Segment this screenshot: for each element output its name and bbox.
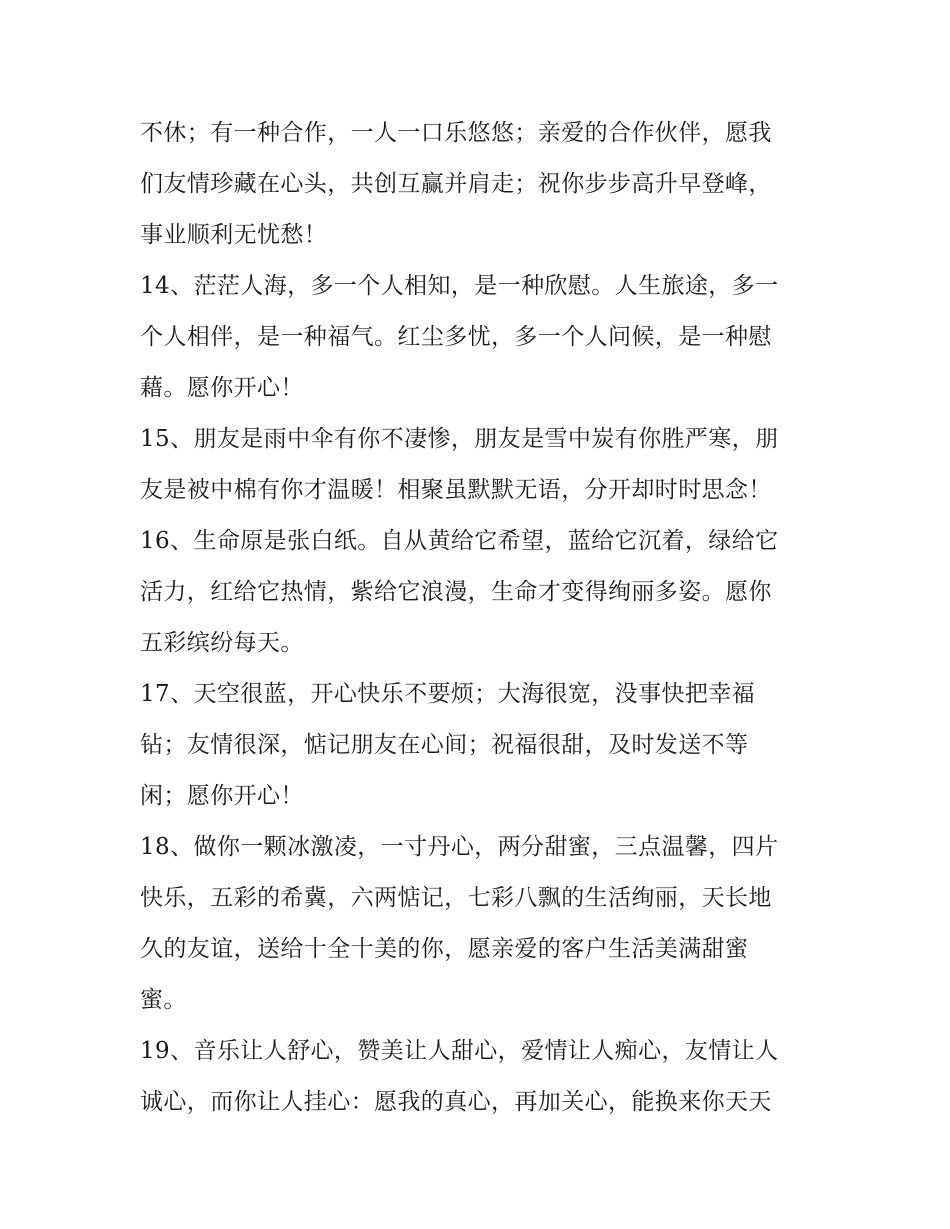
- text-line: 快乐，五彩的希冀，六两惦记，七彩八飘的生活绚丽，天长地: [140, 885, 772, 911]
- paragraph-13-continued: [140, 108, 816, 261]
- text-line: 活力，红给它热情，紫给它浪漫，生命才变得绚丽多姿。愿你: [140, 579, 772, 605]
- text-line: 不休；有一种合作，一人一口乐悠悠；亲爱的合作伙伴，愿我: [140, 120, 772, 146]
- text-line: 事业顺利无忧愁！: [140, 222, 328, 248]
- text-line: 友是被中棉有你才温暖！相聚虽默默无语，分开却时时思念！: [140, 477, 772, 503]
- document-body: [140, 108, 816, 1128]
- text-line: 钻；友情很深，惦记朋友在心间；祝福很甜，及时发送不等: [140, 732, 749, 758]
- paragraph-16: [140, 516, 816, 669]
- text-line: 19、音乐让人舒心，赞美让人甜心，爱情让人痴心，友情让人: [140, 1038, 779, 1064]
- text-line: 闲；愿你开心！: [140, 783, 304, 809]
- text-line: 个人相伴，是一种福气。红尘多忧，多一个人问候，是一种慰: [140, 324, 772, 350]
- text-line: 14、茫茫人海，多一个人相知，是一种欣慰。人生旅途，多一: [140, 273, 779, 299]
- paragraph-15: [140, 414, 816, 516]
- paragraph-18: [140, 822, 816, 1026]
- paragraph-14: [140, 261, 816, 414]
- text-line: 藉。愿你开心！: [140, 375, 304, 401]
- text-line: 蜜。: [140, 987, 187, 1013]
- text-line: 们友情珍藏在心头，共创互赢并肩走；祝你步步高升早登峰，: [140, 171, 772, 197]
- text-line: 久的友谊，送给十全十美的你，愿亲爱的客户生活美满甜蜜: [140, 936, 749, 962]
- text-line: 15、朋友是雨中伞有你不凄惨，朋友是雪中炭有你胜严寒，朋: [140, 426, 779, 452]
- text-line: 五彩缤纷每天。: [140, 630, 304, 656]
- text-line: 18、做你一颗冰激凌，一寸丹心，两分甜蜜，三点温馨，四片: [140, 834, 779, 860]
- text-line: 17、天空很蓝，开心快乐不要烦；大海很宽，没事快把幸福: [140, 681, 756, 707]
- text-line: 16、生命原是张白纸。自从黄给它希望，蓝给它沉着，绿给它: [140, 528, 779, 554]
- paragraph-19: [140, 1026, 816, 1128]
- paragraph-17: [140, 669, 816, 822]
- text-line: 诚心，而你让人挂心：愿我的真心，再加关心，能换来你天天: [140, 1089, 772, 1115]
